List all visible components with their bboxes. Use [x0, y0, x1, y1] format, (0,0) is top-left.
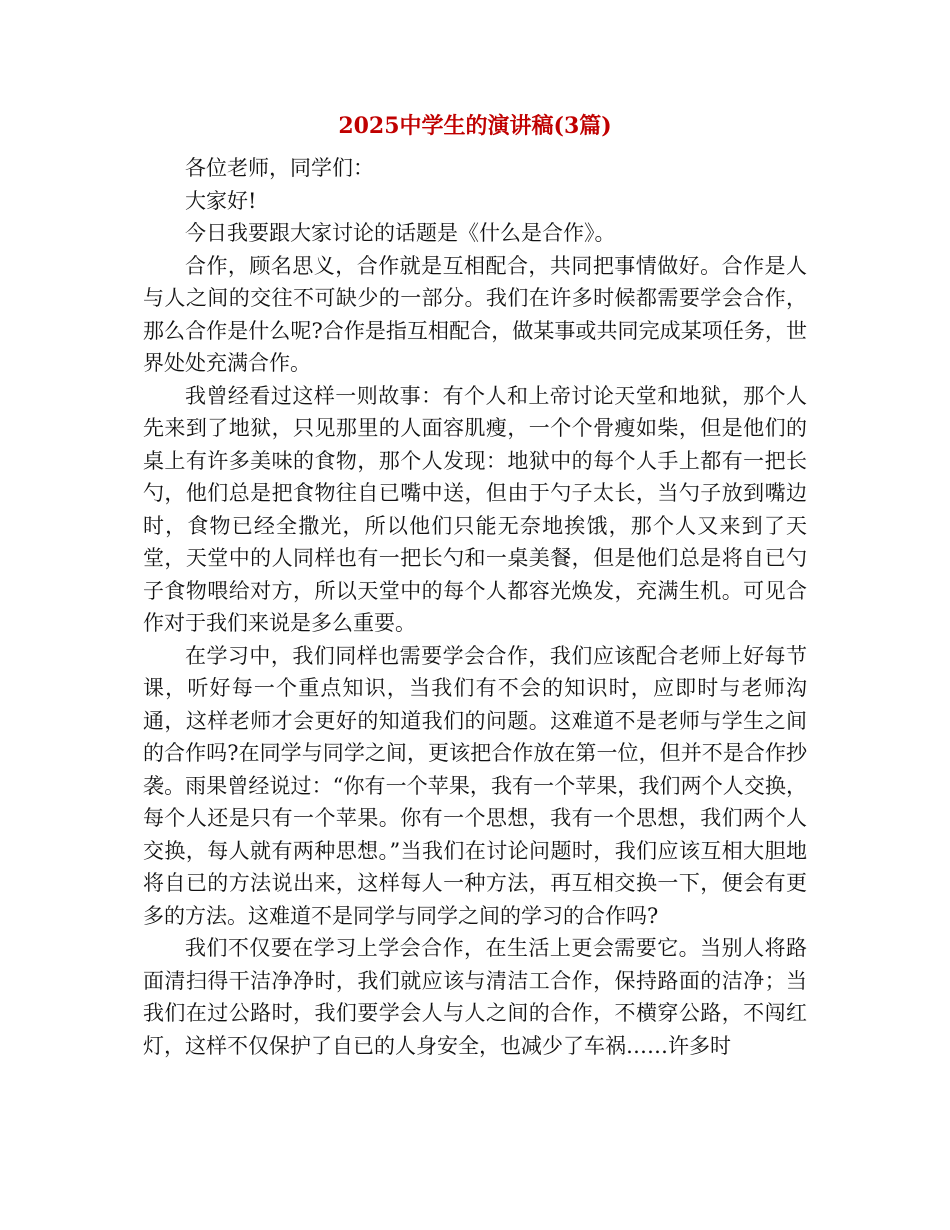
- document-body: [143, 152, 807, 1062]
- document-title: 2025中学生的演讲稿(3篇): [338, 113, 612, 139]
- paragraph: 各位老师，同学们：: [185, 156, 374, 180]
- paragraph: 我曾经看过这样一则故事：有个人和上帝讨论天堂和地狱，那个人先来到了地狱，只见那里的人面容肌瘦，一个个骨瘦如柴，但是他们的桌上有许多美味的食物，那个人发现：地狱中的每个人手上都有一把长勺，他们总是把食物往自已嘴中送，但由于勺子太长，当勺子放到嘴边时，食物已经全撒光，所以他们只能无奈地挨饿，那个人又来到了天堂，天堂中的人同样也有一把长勺和一桌美餐，但是他们总是将自已勺子食物喂给对方，所以天堂中的每个人都容光焕发，充满生机。可见合作对于我们来说是多么重要。: [143, 383, 807, 635]
- paragraph: 今日我要跟大家讨论的话题是《什么是合作》。: [185, 221, 616, 245]
- paragraph: 我们不仅要在学习上学会合作，在生活上更会需要它。当别人将路面清扫得干洁净净时，我们就应该与清洁工合作，保持路面的洁净；当我们在过公路时，我们要学会人与人之间的合作，不横穿公路，不闯红灯，这样不仅保护了自已的人身安全，也减少了车祸……许多时: [143, 936, 807, 1058]
- paragraph: 在学习中，我们同样也需要学会合作，我们应该配合老师上好每节课，听好每一个重点知识，当我们有不会的知识时，应即时与老师沟通，这样老师才会更好的知道我们的问题。这难道不是老师与学生之间的合作吗?在同学与同学之间，更该把合作放在第一位，但并不是合作抄袭。雨果曾经说过：“你有一个苹果，我有一个苹果，我们两个人交换，每个人还是只有一个苹果。你有一个思想，我有一个思想，我们两个人交换，每人就有两种思想。”当我们在讨论问题时，我们应该互相大胆地将自已的方法说出来，这样每人一种方法，再互相交换一下，便会有更多的方法。这难道不是同学与同学之间的学习的合作吗?: [143, 643, 807, 928]
- paragraph: 大家好!: [185, 188, 257, 213]
- paragraph: 合作，顾名思义，合作就是互相配合，共同把事情做好。合作是人与人之间的交往不可缺少的一部分。我们在许多时候都需要学会合作，那么合作是什么呢?合作是指互相配合，做某事或共同完成某项任务，世界处处充满合作。: [143, 253, 807, 375]
